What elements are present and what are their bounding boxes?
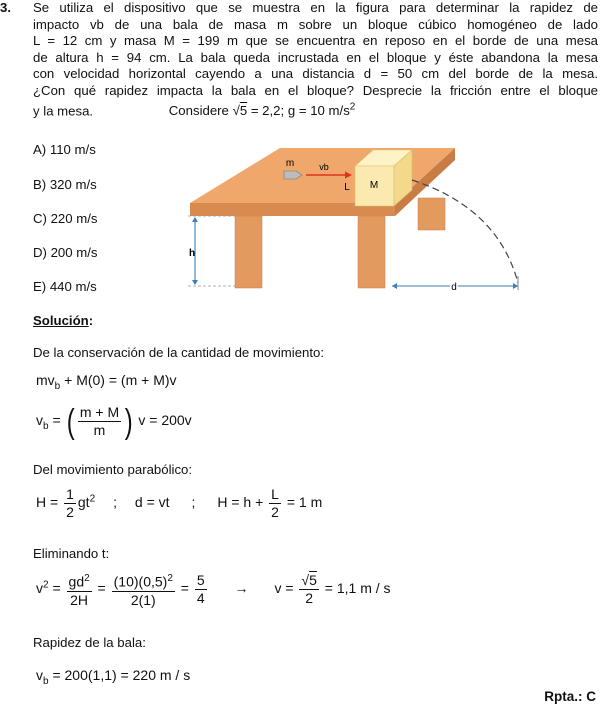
eq4-den3: 4	[196, 589, 205, 606]
equation-final	[36, 667, 190, 687]
table-leg-front-right	[358, 216, 385, 288]
equation-momentum	[36, 372, 177, 392]
bullet-label: m	[285, 158, 295, 169]
eq4-v-exp: 2	[43, 579, 49, 591]
eq2-sub: b	[43, 421, 49, 432]
eq3-gt-exp: 2	[89, 493, 96, 505]
solution-text-eliminate: Eliminando t:	[33, 546, 110, 561]
consider-exp: 2	[349, 101, 356, 113]
eq4-den1: 2H	[70, 591, 89, 608]
eq4-num3: 5	[196, 571, 205, 588]
height-arrow-bottom	[192, 280, 198, 285]
velocity-label: vb	[319, 162, 329, 172]
eq3-d: d = vt	[134, 494, 170, 511]
sqrt-symbol: √	[232, 102, 240, 118]
eq4-result: = 1,1 m / s	[324, 580, 391, 597]
eq4-num1-exp: 2	[84, 573, 90, 584]
eq3-half-den: 2	[66, 504, 74, 520]
eq3-L-frac	[269, 486, 281, 521]
problem-line-5: con velocidad horizontal cayendo a una distancia d = 50 cm del borde de la mesa.	[33, 66, 598, 82]
answer-label: Rpta.: C	[544, 689, 596, 704]
problem-line-3: L = 12 cm y masa M = 199 m que se encuentra en reposo en el borde de una mesa	[33, 33, 598, 49]
distance-arrow-right	[513, 283, 518, 289]
problem-line-4: de altura h = 94 cm. La bala queda incrustada en el bloque y éste abandona la mesa	[33, 49, 598, 65]
problem-number: 3.	[0, 0, 11, 15]
eq4-frac3	[195, 572, 207, 607]
eq1-mv: mv	[36, 372, 55, 388]
experiment-figure	[180, 138, 540, 298]
eq3-H: H =	[36, 494, 59, 511]
eq4-num1-wrap	[67, 570, 92, 592]
eq2-rest: v = 200v	[138, 412, 192, 429]
trajectory-curve	[412, 180, 518, 283]
eq1-sub: b	[54, 380, 61, 392]
eq3-val: = 1 m	[286, 494, 323, 511]
sqrt-arg: 5	[239, 102, 248, 118]
height-label: h	[188, 248, 196, 259]
eq4-v: v	[36, 580, 43, 597]
eq2-fraction	[78, 404, 121, 439]
eq2-den: m	[93, 422, 106, 438]
eq3-gt: gt	[77, 494, 90, 511]
eq4-num1: gd	[68, 573, 85, 590]
consider-value: = 2,2; g = 10 m/s	[247, 102, 350, 118]
eq2-rparen: )	[124, 402, 133, 441]
equation-parabolic	[36, 486, 322, 521]
distance-arrow-left	[392, 283, 397, 289]
option-d: D) 200 m/s	[33, 245, 98, 260]
equation-velocity: $v^2$ = $\frac{gd^2}{2H}$ = $\frac{(10)(0,5)^2}{2(1)}$ = $\frac{5}{4}$ → v = $\frac{√5}{2}$ = 1,1 m / s	[36, 571, 391, 608]
eq4-frac4	[299, 572, 318, 607]
problem-last-line: y la mesa.	[33, 102, 94, 118]
consider-prefix: Considere	[168, 102, 233, 118]
eq4-num2-wrap	[112, 570, 175, 592]
table-leg-front-left	[235, 216, 262, 288]
eq4-frac1	[67, 570, 92, 609]
option-e: E) 440 m/s	[33, 279, 97, 294]
table-leg-back-right	[418, 198, 445, 230]
eq5-sub: b	[43, 675, 49, 687]
solution-title	[33, 313, 93, 328]
eq2-lparen: (	[66, 402, 75, 441]
consider-note	[169, 103, 356, 118]
eq4-frac2	[112, 570, 175, 609]
option-a: A) 110 m/s	[33, 142, 96, 157]
eq4-den4: 2	[305, 589, 314, 606]
solution-text-momentum: De la conservación de la cantidad de movimiento:	[33, 345, 325, 360]
eq3-half	[64, 486, 76, 521]
eq4-den2: 2(1)	[130, 591, 156, 608]
solution-title-colon: :	[88, 313, 94, 328]
side-label: L	[344, 182, 350, 193]
block-label: M	[369, 180, 379, 191]
eq4-num2: (10)(0,5)	[113, 573, 168, 590]
eq3-L-den: 2	[271, 504, 279, 520]
eq1-rest: + M(0) = (m + M)v	[60, 372, 177, 388]
eq4-num2-exp: 2	[167, 573, 173, 584]
problem-line-2: impacto vb de una bala de masa m sobre un bloque cúbico homogéneo de lado	[33, 16, 598, 32]
solution-text-parabolic: Del movimiento parabólico:	[33, 462, 193, 477]
eq3-sep2: ;	[191, 494, 196, 511]
eq5-rest: = 200(1,1) = 220 m / s	[48, 667, 191, 683]
equation-vb	[36, 404, 192, 439]
problem-line-1: Se utiliza el dispositivo que se muestra en la figura para determinar la rapidez de	[33, 0, 598, 15]
eq3-H2: H = h +	[217, 494, 264, 511]
option-c: C) 220 m/s	[33, 211, 98, 226]
eq3-L-num: L	[271, 486, 279, 502]
height-arrow-top	[192, 217, 198, 222]
solution-title-text: Solución	[33, 313, 89, 328]
eq3-sep1: ;	[113, 494, 117, 511]
problem-line-6: ¿Con qué rapidez impacta la bala en el bloque? Desprecie la fricción entre el bloque	[33, 82, 598, 98]
solution-text-speed: Rapidez de la bala:	[33, 635, 146, 650]
problem-line-7	[33, 100, 598, 120]
eq4-num4: √5	[301, 571, 317, 588]
eq3-half-num: 1	[66, 486, 74, 502]
eq4-v-eq: v =	[274, 580, 294, 597]
eq4-sqrt-arg: 5	[309, 571, 317, 588]
distance-label: d	[451, 282, 457, 293]
eq4-arrow: →	[234, 580, 249, 597]
eq2-equals: =	[52, 412, 61, 429]
eq2-lhs: v	[36, 412, 43, 429]
eq2-num: m + M	[79, 404, 120, 420]
option-b: B) 320 m/s	[33, 177, 97, 192]
problem-statement	[33, 0, 598, 120]
eq5-lhs: v	[36, 667, 43, 683]
